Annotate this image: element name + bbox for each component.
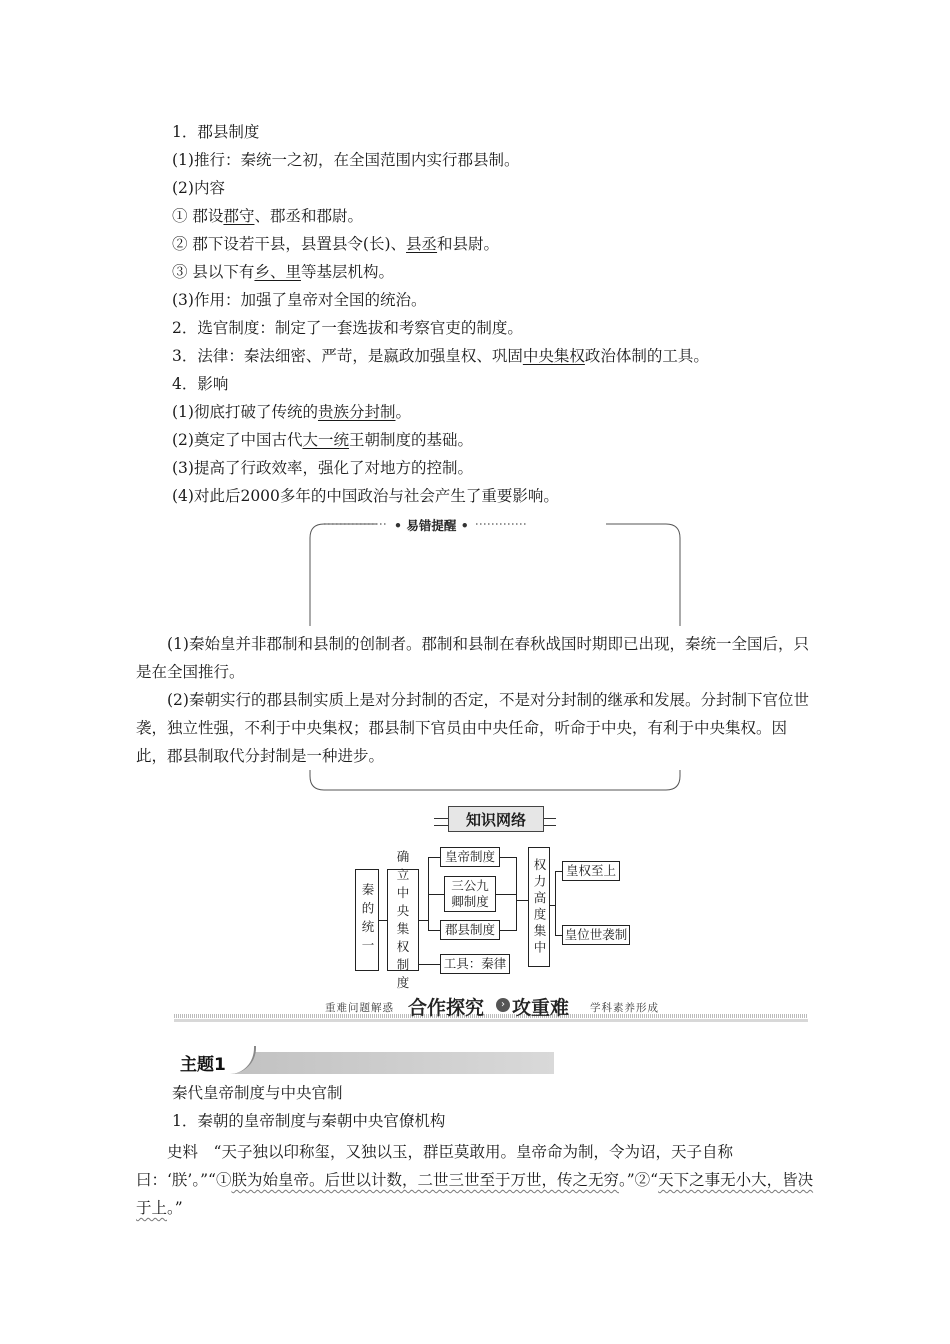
outline-line: (1)彻底打破了传统的贵族分封制。 — [172, 403, 411, 421]
section-title-xuanguan: 2．选官制度：制定了一套选拔和考察官吏的制度。 — [172, 319, 523, 337]
connector — [500, 857, 516, 858]
network-title: 知识网络 — [448, 806, 544, 832]
underlined-keyword: 中央集权 — [522, 347, 585, 365]
wavy-underlined-quote: 天下之事无小大，皆决于上 — [136, 1171, 814, 1217]
tip-box-title: • 易错提醒 • — [388, 516, 475, 534]
tip-box-bottom — [306, 768, 684, 796]
section-title-junxian: 1．郡县制度 — [172, 123, 260, 141]
connector — [516, 900, 528, 901]
underlined-keyword: 乡、里 — [254, 263, 301, 281]
banner-main-left: 合作探究 — [408, 997, 485, 1019]
node-emperor-system: 皇帝制度 — [440, 847, 500, 867]
banner-rule — [174, 1014, 808, 1018]
section-title-yingxiang: 4．影响 — [172, 375, 229, 393]
underlined-keyword: 县丞 — [406, 235, 438, 253]
connector — [428, 930, 440, 931]
connector — [428, 857, 440, 858]
node-junxian-system: 郡县制度 — [440, 920, 500, 940]
banner-arrow-icon: › — [496, 998, 510, 1012]
wavy-underlined-quote: 朕为始皇帝。后世以计数，二世三世至于万世，传之无穷 — [231, 1171, 619, 1189]
section-title-falv: 3．法律：秦法细密、严苛，是嬴政加强皇权、巩固中央集权政治体制的工具。 — [172, 347, 709, 365]
node-imperial-supreme: 皇权至上 — [562, 861, 620, 881]
connector — [379, 920, 387, 921]
node-power-centralized: 权力高度集中 — [528, 847, 550, 967]
node-central-power: 确立中央集权制度 — [387, 869, 419, 971]
underlined-keyword: 郡守 — [223, 207, 255, 225]
connector — [500, 930, 516, 931]
outline-line: (1)推行：秦统一之初，在全国范围内实行郡县制。 — [172, 151, 520, 169]
topic-title: 秦代皇帝制度与中央官制 — [172, 1084, 343, 1102]
outline-line: (3)提高了行政效率，强化了对地方的控制。 — [172, 459, 473, 477]
node-qin-unification: 秦的统一 — [355, 869, 379, 971]
connector — [419, 964, 440, 965]
connector — [428, 894, 444, 895]
outline-line: (4)对此后2000多年的中国政治与社会产生了重要影响。 — [172, 487, 559, 505]
source-paragraph: 史料 “天子独以印称玺，又独以玉，群臣莫敢用。皇帝命为制，令为诏，天子自称曰：‘朕’。”“①朕为始皇帝。后世以计数，二世三世至于万世，传之无穷。”②“天下之事无小大，皆决于上。” — [136, 1143, 814, 1217]
underlined-keyword: 贵族分封制 — [317, 403, 396, 421]
topic-tag: 主题1 — [180, 1055, 226, 1075]
outline-line: (3)作用：加强了皇帝对全国的统治。 — [172, 291, 427, 309]
tip-paragraph: (2)秦朝实行的郡县制实质上是对分封制的否定，不是对分封制的继承和发展。分封制下官位世袭，独立性强，不利于中央集权；郡县制下官员由中央任命，听命于中央，有利于中央集权。因此，郡县制取代分封制是一种进步。 — [136, 691, 809, 765]
banner-shadow — [174, 1019, 808, 1022]
underlined-keyword: 大一统 — [302, 431, 349, 449]
banner-right-label: 学科素养形成 — [590, 1002, 659, 1014]
connector — [496, 894, 516, 895]
connector — [516, 857, 517, 931]
outline-line: (2)内容 — [172, 179, 225, 197]
tip-paragraph: (1)秦始皇并非郡制和县制的创制者。郡制和县制在春秋战国时期即已出现，秦统一全国后，只是在全国推行。 — [136, 635, 809, 681]
node-qin-law: 工具：秦律 — [440, 954, 510, 974]
topic-subtitle: 1．秦朝的皇帝制度与秦朝中央官僚机构 — [172, 1112, 446, 1130]
outline-line: ① 郡设郡守、郡丞和郡尉。 — [172, 207, 363, 225]
outline-line: ③ 县以下有乡、里等基层机构。 — [172, 263, 394, 281]
banner-main-right: 攻重难 — [512, 997, 570, 1019]
connector — [555, 871, 556, 935]
node-sangong-jiuqing: 三公九卿制度 — [444, 876, 496, 912]
connector — [555, 871, 562, 872]
outline-line: ② 郡下设若干县，县置县令(长)、县丞和县尉。 — [172, 235, 500, 253]
connector — [555, 935, 562, 936]
outline-line: (2)奠定了中国古代大一统王朝制度的基础。 — [172, 431, 473, 449]
source-label: 史料 — [167, 1143, 199, 1161]
tip-box-frame — [306, 518, 684, 628]
banner-left-label: 重难问题解惑 — [325, 1002, 394, 1014]
node-hereditary-throne: 皇位世袭制 — [562, 925, 630, 945]
